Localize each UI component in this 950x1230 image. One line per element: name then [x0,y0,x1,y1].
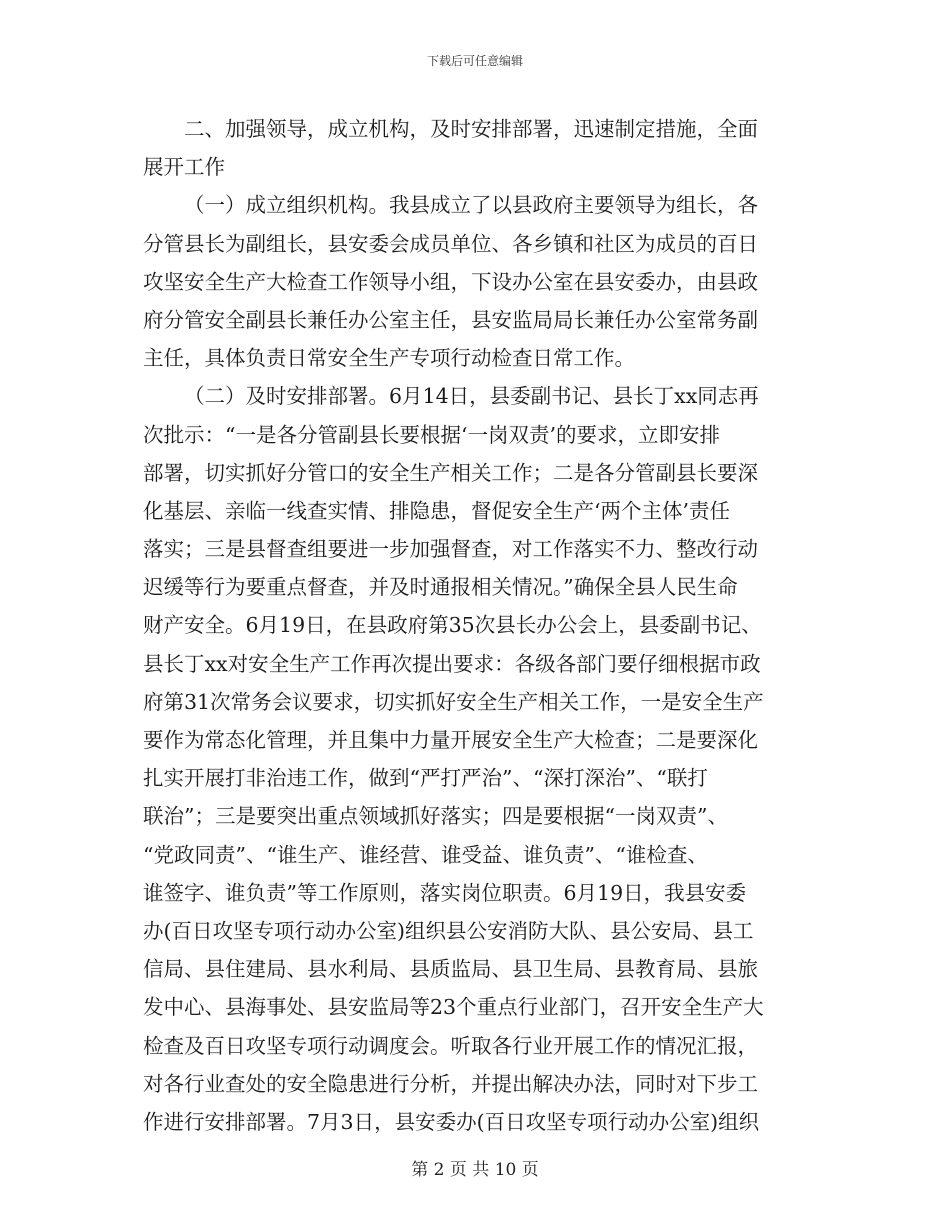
paragraph-line: 信局、县住建局、县水利局、县质监局、县卫生局、县教育局、县旅 [143,957,758,982]
page-number-footer: 第 2 页 共 10 页 [411,1160,539,1180]
paragraph-line: 攻坚安全生产大检查工作领导小组，下设办公室在县安委办，由县政 [143,269,758,294]
paragraph-line: 府分管安全副县长兼任办公室主任，县安监局局长兼任办公室常务副 [143,307,758,332]
paragraph-line: 迟缓等行为要重点督查，并及时通报相关情况。”确保全县人民生命 [143,575,738,600]
paragraph-line: 发中心、县海事处、县安监局等23个重点行业部门，召开安全生产大 [143,995,764,1020]
paragraph-line: （二）及时安排部署。6月14日，县委副书记、县长丁xx同志再 [184,384,759,409]
section-heading: 二、加强领导，成立机构，及时安排部署，迅速制定措施，全面 [184,117,758,141]
paragraph-line: 主任，具体负责日常安全生产专项行动检查日常工作。 [143,346,635,371]
paragraph-line: 财产安全。6月19日，在县政府第35次县长办公会上，县委副书记、 [143,613,762,638]
paragraph-line: 办(百日攻坚专项行动办公室)组织县公安消防大队、县公安局、县工 [143,918,754,943]
paragraph-line: “党政同责”、“谁生产、谁经营、谁受益、谁负责”、“谁检查、 [143,842,708,867]
document-body [143,110,807,1141]
section-heading-continued: 展开工作 [143,155,225,180]
paragraph-line: 对各行业查处的安全隐患进行分析，并提出解决办法，同时对下步工 [143,1071,758,1096]
paragraph-line: 作进行安排部署。7月3日，县安委办(百日攻坚专项行动办公室)组织 [143,1109,760,1134]
page-header: 下载后可任意编辑 [426,54,523,68]
paragraph-line: 次批示：“一是各分管副县长要根据‘一岗双责’的要求，立即安排 [143,422,721,447]
paragraph-line: 检查及百日攻坚专项行动调度会。听取各行业开展工作的情况汇报， [143,1033,758,1058]
paragraph-line: 扎实开展打非治违工作，做到“严打严治”、“深打深治”、“联打 [143,766,708,791]
paragraph-line: 部署，切实抓好分管口的安全生产相关工作；二是各分管副县长要深 [143,460,758,485]
paragraph-line: 化基层、亲临一线查实情、排隐患，督促安全生产‘两个主体’责任 [143,498,731,523]
paragraph-line: 县长丁xx对安全生产工作再次提出要求：各级各部门要仔细根据市政 [143,651,761,676]
paragraph-line: （一）成立组织机构。我县成立了以县政府主要领导为组长，各 [184,193,758,218]
paragraph-line: 联治”；三是要突出重点领域抓好落实；四是要根据“一岗双责”、 [143,804,728,829]
paragraph-line: 分管县长为副组长，县安委会成员单位、各乡镇和社区为成员的百日 [143,231,758,256]
paragraph-line: 要作为常态化管理，并且集中力量开展安全生产大检查；二是要深化 [143,728,758,752]
paragraph-line: 谁签字、谁负责”等工作原则，落实岗位职责。6月19日，我县安委 [143,880,747,905]
paragraph-line: 落实；三是县督查组要进一步加强督查，对工作落实不力、整改行动 [143,537,758,562]
paragraph-line: 府第31次常务会议要求，切实抓好安全生产相关工作，一是安全生产 [143,689,764,714]
